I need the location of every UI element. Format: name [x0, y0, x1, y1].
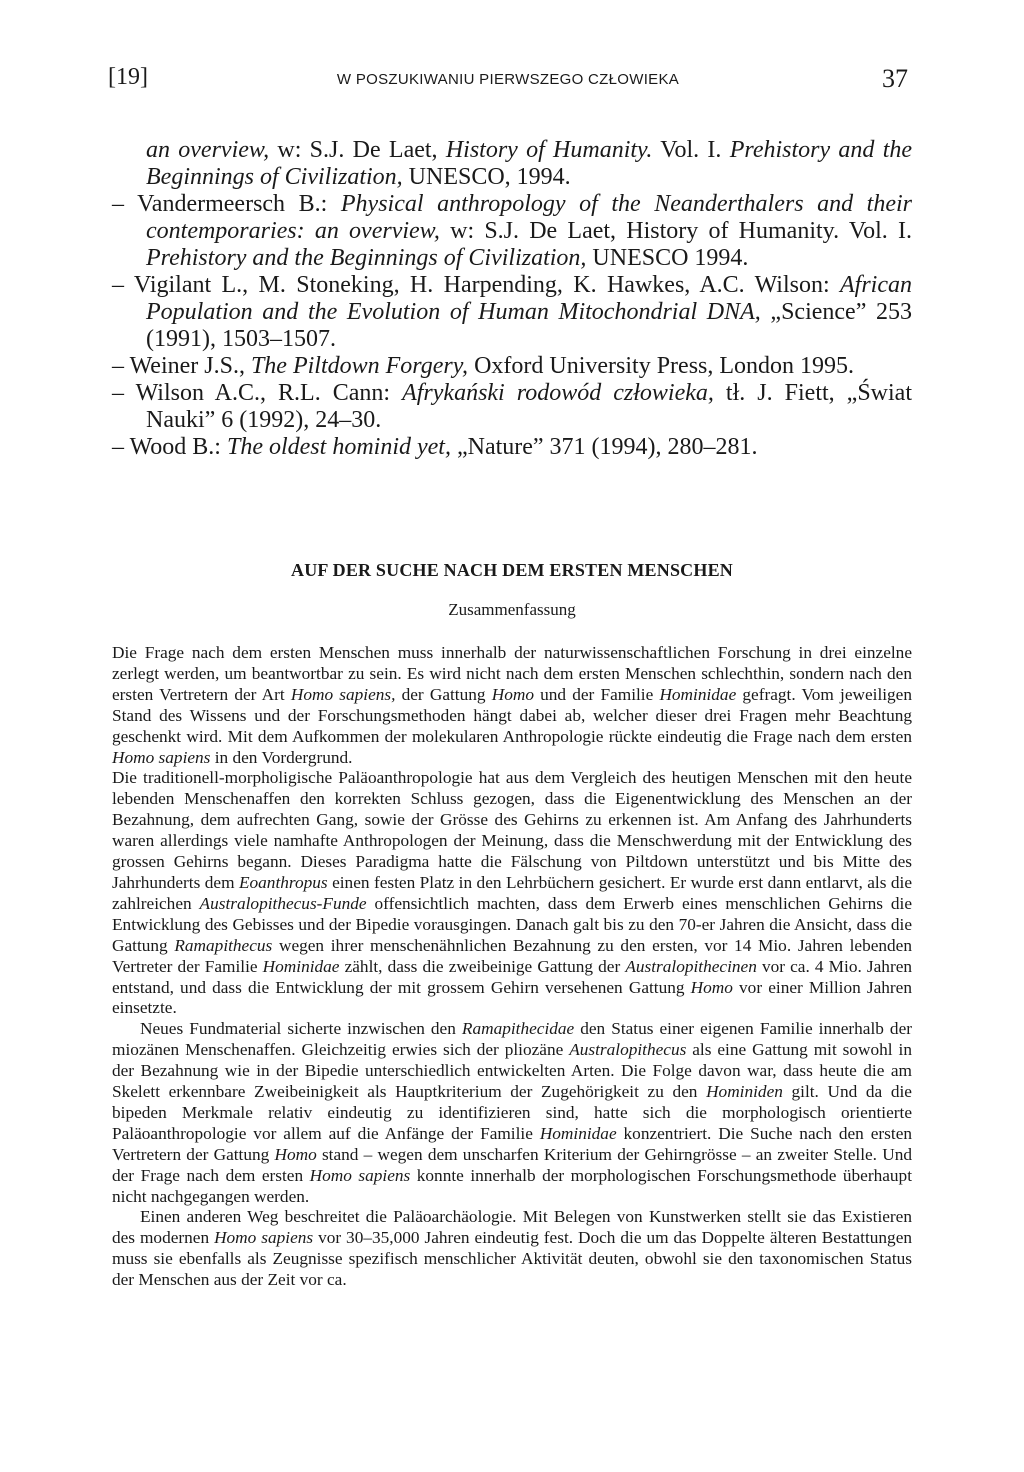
- para-text: zählt, dass die zweibeinige Gattung der: [339, 956, 626, 976]
- para-text: vor einer Million Jahren einsetzte.: [112, 977, 912, 1018]
- para-italic: Homo sapiens,: [290, 684, 396, 704]
- para-italic: Australopithecus: [569, 1040, 687, 1060]
- ref-text: – Wood B.:: [112, 434, 227, 460]
- para-italic: Homo sapiens: [214, 1228, 314, 1248]
- para-italic: Ramapithecidae: [461, 1019, 575, 1039]
- summary-paragraph: [112, 643, 912, 768]
- ref-text: – Weiner J.S.,: [112, 353, 251, 379]
- bibliography-entry: [112, 380, 912, 434]
- ref-text: – Vandermeersch B.:: [112, 191, 341, 217]
- summary-subtitle: Zusammenfassung: [448, 600, 576, 619]
- para-italic: Australopithecinen: [625, 956, 757, 976]
- bibliography-list: [112, 137, 912, 461]
- para-italic: Homo: [491, 684, 534, 704]
- ref-text: – Wilson A.C., R.L. Cann:: [112, 380, 403, 406]
- ref-text: Prehistory and the Beginnings of Civilization,: [146, 245, 587, 271]
- bibliography-entry: [112, 137, 912, 191]
- para-italic: Hominiden: [706, 1082, 783, 1102]
- para-text: Die Frage nach dem ersten Menschen muss innerhalb der naturwissenschaftlichen Forschung in drei einzelne zerlegt werden, um beantwortbar zu sein. Es wird nicht nach dem ersten Menschen schlechthin, sondern nach den ersten Vertretern der Art: [112, 643, 912, 704]
- para-italic: Homo: [274, 1144, 317, 1164]
- bibliography-entry: [112, 434, 912, 461]
- para-text: vor 30–35,000 Jahren eindeutig fest. Doch die um das Doppelte älteren Bestattungen muss sie ebenfalls als Zeugnisse spezifisch menschlicher Aktivität deuten, obwohl sie den taxonomischen Status der Menschen aus der Zeit vor ca.: [112, 1228, 913, 1290]
- ref-text: „Science” 253 (1991), 1503–1507.: [146, 299, 912, 352]
- para-italic: Ramapithecus: [174, 935, 273, 955]
- para-text: gilt. Und da die bipeden Merkmale relativ eindeutig zu identifizieren sind, hatte sich die morphologisch orientierte Paläoanthropologie vor allem auf die Anfänge der Familie: [112, 1082, 912, 1143]
- para-text: offensichtlich machten, dass dem Erwerb eines menschlichen Gehirns die Entwicklung des Gebisses und der Bipedie vorausgingen. Danach galt bis zu den 70-er Jahren die Ansicht, dass die Gattung: [112, 893, 913, 955]
- para-text: konnte innerhalb der morphologischen Forschungsmethode überhaupt nicht nachgegangen werden.: [112, 1165, 912, 1206]
- para-italic: Homo sapiens: [309, 1165, 411, 1185]
- ref-text: Vol. I.: [652, 137, 730, 163]
- para-text: gefragt. Vom jeweiligen Stand des Wissens und der Forschungsmethoden hängt dabei ab, welcher dieser drei Fragen mehr Beachtung geschenkt wird. Mit dem Aufkommen der molekularen Anthropologie rückte eindeutig die Frage nach dem ersten: [112, 684, 912, 746]
- bibliography-entry: [112, 272, 912, 353]
- ref-text: UNESCO 1994.: [586, 245, 749, 271]
- summary-paragraph: [112, 1207, 912, 1291]
- summary-paragraph: [112, 1019, 912, 1207]
- section-number: [19]: [108, 64, 148, 90]
- para-text: einen festen Platz in den Lehrbüchern gesichert. Er wurde erst dann entlarvt, als die zahlreichen: [112, 872, 912, 913]
- ref-text: „Nature” 371 (1994), 280–281.: [450, 434, 758, 460]
- ref-text: – Vigilant L., M. Stoneking, H. Harpending, K. Hawkes, A.C. Wilson:: [112, 272, 840, 298]
- ref-text: History of Humanity.: [445, 137, 653, 163]
- running-title: W POSZUKIWANIU PIERWSZEGO CZŁOWIEKA: [336, 71, 680, 88]
- para-italic: Hominidae: [262, 956, 340, 976]
- summary-body: [112, 643, 912, 1291]
- german-summary: [112, 560, 912, 1291]
- summary-paragraph: [112, 768, 912, 1019]
- para-text: und der Familie: [533, 684, 660, 704]
- para-text: Neues Fundmaterial sicherte inzwischen den: [140, 1019, 462, 1039]
- ref-text: an overview,: [146, 137, 270, 163]
- para-text: vor ca. 4 Mio. Jahren entstand, und dass die Entwicklung der mit grossem Gehirn versehenen Gattung: [112, 956, 913, 997]
- para-italic: Homo: [690, 977, 733, 997]
- para-text: in den Vordergrund.: [210, 747, 353, 767]
- para-text: wegen ihrer menschenähnlichen Bezahnung zu den ersten, vor 14 Mio. Jahren lebenden Vertreter der Familie: [112, 935, 912, 976]
- ref-text: The oldest hominid yet,: [226, 434, 451, 460]
- ref-text: Oxford University Press, London 1995.: [468, 353, 855, 379]
- para-italic: Homo sapiens: [112, 747, 211, 767]
- ref-text: Afrykański rodowód człowieka,: [402, 380, 714, 406]
- para-italic: Hominidae: [539, 1123, 617, 1143]
- running-header: [108, 64, 908, 104]
- para-text: Einen anderen Weg beschreitet die Paläoarchäologie. Mit Belegen von Kunstwerken stellt sie das Existieren des modernen: [112, 1207, 912, 1248]
- ref-text: Physical anthropology of the Neanderthalers and their contemporaries: an overview,: [146, 191, 912, 244]
- para-italic: Eoanthropus: [238, 872, 328, 892]
- para-italic: Hominidae: [659, 684, 737, 704]
- ref-text: Prehistory and the Beginnings of Civilization,: [146, 137, 913, 190]
- para-text: als eine Gattung mit sowohl in der Bezahnung wie in der Bipedie unterschiedlich entwickelten Arten. Die Folge davon war, dass heute die am Skelett erkennbare Zweibeinigkeit als Hauptkriterium der Zugehörigkeit zu den: [112, 1040, 912, 1102]
- bibliography-entry: [112, 191, 912, 272]
- summary-title: AUF DER SUCHE NACH DEM ERSTEN MENSCHEN: [291, 560, 733, 580]
- ref-text: UNESCO, 1994.: [402, 164, 571, 190]
- ref-text: African Population and the Evolution of Human Mitochondrial DNA,: [146, 272, 912, 325]
- para-text: der Gattung: [395, 684, 492, 704]
- para-text: stand – wegen dem unscharfen Kriterium der Gehirngrösse – an zweiter Stelle. Und der Frage nach dem ersten: [112, 1144, 912, 1185]
- page-number: 37: [882, 64, 908, 93]
- bibliography-entry: [112, 353, 912, 380]
- para-text: den Status einer eigenen Familie innerhalb der miozänen Menschenaffen. Gleichzeitig erwies sich der pliozäne: [112, 1019, 912, 1060]
- ref-text: The Piltdown Forgery,: [250, 353, 469, 379]
- ref-text: w: S.J. De Laet, History of Humanity. Vol. I.: [439, 218, 912, 244]
- ref-text: tł. J. Fiett, „Świat Nauki” 6 (1992), 24–30.: [146, 380, 913, 433]
- para-text: Die traditionell-morpholigische Paläoanthropologie hat aus dem Vergleich des heutigen Menschen mit den heute lebenden Menschenaffen den korrekten Schluss gezogen, dass die Eigenentwicklung des Menschen an der Bezahnung, dem aufrechten Gang, sowie der Grösse des Gehirns zu erkennen ist. Am Anfang des Jahrhunderts waren allerdings viele namhafte Anthropologen der Meinung, dass die Menschwerdung mit der Entwicklung des grossen Gehirns begann. Dieses Paradigma hatte die Fälschung von Piltdown unterstützt und bis Mitte des Jahrhunderts dem: [112, 768, 912, 892]
- para-text: konzentriert. Die Suche nach den ersten Vertretern der Gattung: [112, 1123, 913, 1164]
- ref-text: w: S.J. De Laet,: [269, 137, 446, 163]
- para-italic: Australopithecus-Funde: [199, 893, 367, 913]
